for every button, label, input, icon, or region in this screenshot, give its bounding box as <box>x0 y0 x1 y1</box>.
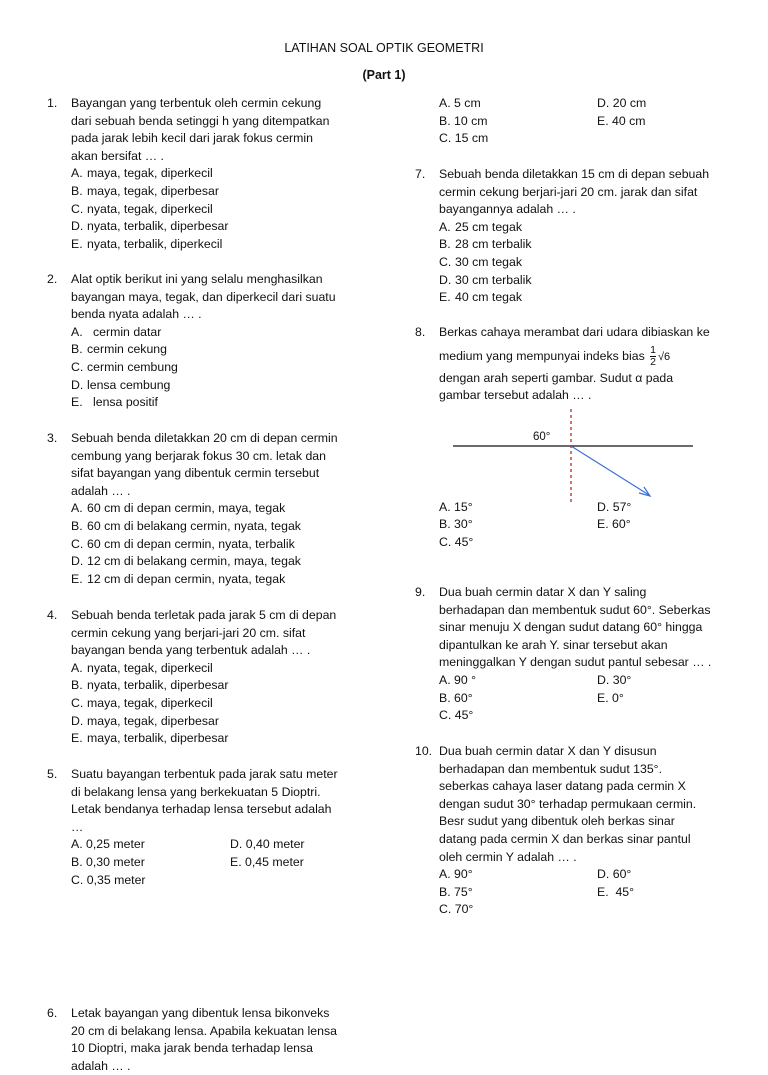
option-letter: C. <box>71 359 84 374</box>
option-letter: E. <box>597 113 609 128</box>
answer-row <box>439 130 739 148</box>
option-text: 60 cm di belakang cermin, nyata, tegak <box>87 518 301 533</box>
option-letter: E. <box>71 731 83 746</box>
answer-option-a[interactable] <box>71 324 336 342</box>
question-number: 2. <box>47 272 58 286</box>
question-text: oleh cermin Y adalah … . <box>439 849 577 864</box>
question-text: datang pada cermin X dan berkas sinar pantul <box>439 831 691 846</box>
option-letter: D. <box>230 837 243 852</box>
question-3 <box>47 430 338 588</box>
answer-option-e[interactable] <box>230 854 304 872</box>
answer-option-b[interactable] <box>439 516 473 534</box>
answer-option-d[interactable] <box>71 553 338 571</box>
option-text: 12 cm di depan cermin, nyata, tegak <box>87 571 286 586</box>
answer-row <box>71 872 371 890</box>
answer-option-d[interactable] <box>71 713 336 731</box>
answer-row <box>439 113 739 131</box>
question-text: … <box>71 819 84 834</box>
question-6 <box>47 1005 337 1075</box>
question-number: 5. <box>47 767 58 781</box>
question-text: 20 cm di belakang lensa. Apabila kekuatan lensa <box>71 1023 337 1038</box>
option-text: 30 cm tegak <box>455 254 522 269</box>
answer-option-c[interactable] <box>71 872 146 890</box>
question-text: Dua buah cermin datar X dan Y disusun <box>439 744 657 758</box>
question-number: 10. <box>415 744 433 758</box>
question-text: cermin cekung yang berjari-jari 20 cm. sifat <box>71 625 306 640</box>
question-text: dipantulkan ke arah Y. sinar tersebut akan <box>439 637 668 652</box>
question-text: Besr sudut yang dibentuk oleh berkas sinar <box>439 814 675 829</box>
option-letter: E. <box>597 690 609 705</box>
answer-option-e[interactable] <box>597 884 634 902</box>
answer-option-a[interactable] <box>439 499 473 517</box>
question-text: adalah … . <box>71 483 131 498</box>
option-letter: A. <box>71 837 83 852</box>
answer-option-c[interactable] <box>439 707 473 725</box>
answer-option-b[interactable] <box>439 236 709 254</box>
answer-option-a[interactable] <box>439 95 481 113</box>
option-letter: E. <box>597 884 609 899</box>
answer-row <box>439 866 739 884</box>
answer-option-b[interactable] <box>71 341 336 359</box>
answer-option-c[interactable] <box>439 254 709 272</box>
option-text: cermin datar <box>93 324 162 339</box>
answer-option-c[interactable] <box>71 359 336 377</box>
option-text: maya, tegak, diperbesar <box>87 713 219 728</box>
option-letter: E. <box>597 517 609 532</box>
question-5 <box>47 766 347 889</box>
option-text: 60 cm di depan cermin, nyata, terbalik <box>87 536 295 551</box>
option-letter: D. <box>597 672 610 687</box>
option-letter: B. <box>439 690 451 705</box>
question-text: benda nyata adalah … . <box>71 307 202 322</box>
option-text: 0,45 meter <box>245 854 304 869</box>
question-number: 8. <box>415 325 426 339</box>
answer-row <box>439 672 739 690</box>
option-text: 28 cm terbalik <box>455 237 532 252</box>
option-letter: B. <box>71 854 83 869</box>
refracted-ray <box>571 446 649 495</box>
option-text: nyata, terbalik, diperkecil <box>87 236 223 251</box>
option-letter: D. <box>597 867 610 882</box>
question-text <box>439 370 739 388</box>
question-text: bayangan benda yang terbentuk adalah … . <box>71 643 311 658</box>
option-text: 57° <box>612 499 632 514</box>
question-7 <box>415 166 710 307</box>
option-letter: E. <box>230 854 242 869</box>
option-text: 0,30 meter <box>86 854 145 869</box>
question-text: Dua buah cermin datar X dan Y saling <box>439 585 647 599</box>
question-text-part: pada <box>642 370 674 385</box>
option-text: 15 cm <box>454 131 489 146</box>
option-letter: A. <box>439 219 451 234</box>
option-text: 0,40 meter <box>245 837 305 852</box>
question-text: seberkas cahaya laser datang pada cermin X <box>439 779 686 794</box>
option-letter: E. <box>71 395 83 410</box>
option-letter: D. <box>597 499 610 514</box>
answer-option-d[interactable] <box>597 866 631 884</box>
option-letter: A. <box>71 166 83 181</box>
answer-option-a[interactable] <box>71 500 338 518</box>
question-text: adalah … . <box>71 1058 131 1073</box>
answer-option-d[interactable] <box>597 499 631 517</box>
option-text: 60° <box>612 517 631 532</box>
answer-option-b[interactable] <box>439 113 488 131</box>
option-text: 70° <box>454 902 474 917</box>
option-text: 30 cm terbalik <box>455 272 532 287</box>
option-text: lensa cembung <box>87 377 171 392</box>
answer-option-d[interactable] <box>597 672 631 690</box>
angle-label: 60° <box>533 430 551 443</box>
option-letter: C. <box>71 695 84 710</box>
fraction <box>650 345 656 368</box>
option-text: 90 ° <box>454 672 477 687</box>
answer-option-b[interactable] <box>439 884 473 902</box>
answer-option-e[interactable] <box>71 394 336 412</box>
option-letter: A. <box>71 324 83 339</box>
answer-option-b[interactable] <box>71 854 145 872</box>
question-number: 1. <box>47 96 58 110</box>
option-text: nyata, tegak, diperkecil <box>87 201 213 216</box>
answer-row <box>71 854 371 872</box>
option-text: maya, tegak, diperkecil <box>87 166 213 181</box>
option-text: 45° <box>612 884 635 899</box>
option-letter: A. <box>439 672 451 687</box>
question-text: berhadapan dan membentuk sudut 60°. Seberkas <box>439 602 711 617</box>
answer-option-e[interactable] <box>597 113 646 131</box>
refraction-diagram <box>453 409 733 499</box>
option-letter: D. <box>71 554 84 569</box>
option-letter: B. <box>439 517 451 532</box>
option-letter: B. <box>439 237 451 252</box>
question-text: di belakang lensa yang berkekuatan 5 Dioptri. <box>71 784 321 799</box>
option-text: nyata, terbalik, diperbesar <box>87 678 229 693</box>
option-letter: B. <box>71 342 83 357</box>
question-text: bayangannya adalah … . <box>439 202 576 217</box>
option-text: 40 cm <box>612 113 646 128</box>
answer-option-a[interactable] <box>439 866 473 884</box>
question-number: 7. <box>415 167 426 181</box>
option-text: 0,35 meter <box>86 872 146 887</box>
answer-option-b[interactable] <box>71 518 338 536</box>
question-text: cembung yang berjarak fokus 30 cm. letak dan <box>71 448 326 463</box>
option-text: cermin cembung <box>87 359 178 374</box>
answer-option-c[interactable] <box>439 901 473 919</box>
fraction-denominator: 2 <box>650 355 656 368</box>
option-letter: C. <box>71 872 84 887</box>
option-letter: A. <box>71 501 83 516</box>
answer-row <box>439 534 739 552</box>
option-letter: D. <box>71 713 84 728</box>
answer-option-a[interactable] <box>71 836 145 854</box>
option-text: 45° <box>454 534 474 549</box>
question-text: Sebuah benda terletak pada jarak 5 cm di depan <box>71 608 337 622</box>
option-letter: C. <box>439 131 452 146</box>
answer-option-c[interactable] <box>71 536 338 554</box>
option-text: 5 cm <box>454 96 481 110</box>
refraction-figure <box>453 409 733 505</box>
option-text: 30° <box>612 672 632 687</box>
question-text: Berkas cahaya merambat dari udara dibiaskan ke <box>439 325 710 339</box>
question-4 <box>47 607 337 748</box>
question-text-part: dengan arah seperti gambar. Sudut <box>439 370 636 385</box>
answer-option-d[interactable] <box>597 95 646 113</box>
question-2 <box>47 271 336 412</box>
answer-option-e[interactable] <box>71 236 329 254</box>
option-text: 20 cm <box>612 96 647 110</box>
question-text: pada jarak lebih kecil dari jarak fokus cermin <box>71 131 313 146</box>
alpha-symbol: α <box>635 370 643 385</box>
option-letter: C. <box>439 902 452 917</box>
question-text: berhadapan dan membentuk sudut 135°. <box>439 761 663 776</box>
question-text: dari sebuah benda setinggi h yang ditempatkan <box>71 113 330 128</box>
option-text: lensa positif <box>93 395 158 410</box>
option-letter: E. <box>439 290 451 305</box>
answer-option-e[interactable] <box>439 289 709 307</box>
answer-option-a[interactable] <box>439 219 709 237</box>
answer-option-c[interactable] <box>71 695 336 713</box>
question-9 <box>415 584 715 725</box>
answer-option-b[interactable] <box>71 183 329 201</box>
answer-option-a[interactable] <box>71 165 329 183</box>
option-letter: D. <box>597 96 610 110</box>
answer-row <box>439 516 739 534</box>
option-text: cermin cekung <box>87 342 167 357</box>
option-text: 60 cm di depan cermin, maya, tegak <box>87 501 286 516</box>
answer-option-d[interactable] <box>71 377 336 395</box>
answer-option-d[interactable] <box>439 272 709 290</box>
question-6-options <box>439 95 739 148</box>
answer-option-d[interactable] <box>71 218 329 236</box>
option-letter: C. <box>439 534 452 549</box>
question-number: 3. <box>47 431 58 445</box>
option-letter: C. <box>439 254 452 269</box>
answer-row <box>71 836 371 854</box>
option-text: 25 cm tegak <box>455 219 522 234</box>
question-text: akan bersifat … . <box>71 148 164 163</box>
question-number: 4. <box>47 608 58 622</box>
option-text: nyata, terbalik, diperbesar <box>87 219 229 234</box>
option-letter: C. <box>71 536 84 551</box>
option-letter: A. <box>439 499 451 514</box>
question-text: gambar tersebut adalah … . <box>439 388 592 403</box>
sqrt-term: √6 <box>658 350 671 363</box>
option-letter: A. <box>439 96 451 110</box>
page-subtitle: (Part 1) <box>362 68 406 82</box>
option-letter: B. <box>71 183 83 198</box>
option-text: 40 cm tegak <box>455 290 522 305</box>
question-number: 9. <box>415 585 426 599</box>
option-text: 12 cm di belakang cermin, maya, tegak <box>87 554 301 569</box>
answer-option-b[interactable] <box>439 690 473 708</box>
fraction-numerator: 1 <box>650 343 656 356</box>
option-letter: E. <box>71 571 83 586</box>
option-text: maya, terbalik, diperbesar <box>87 731 229 746</box>
answer-option-e[interactable] <box>597 690 624 708</box>
question-text: Alat optik berikut ini yang selalu menghasilkan <box>71 272 323 286</box>
answer-option-c[interactable] <box>71 201 329 219</box>
answer-option-e[interactable] <box>71 571 338 589</box>
option-letter: A. <box>439 867 451 882</box>
question-text: Bayangan yang terbentuk oleh cermin cekung <box>71 96 322 110</box>
question-8 <box>415 324 715 552</box>
answer-option-d[interactable] <box>230 836 305 854</box>
option-letter: B. <box>71 678 83 693</box>
answer-row <box>439 707 739 725</box>
answer-option-a[interactable] <box>439 672 476 690</box>
option-letter: A. <box>71 660 83 675</box>
question-text: bayangan maya, tegak, dan diperkecil dari suatu <box>71 289 336 304</box>
option-letter: B. <box>439 113 451 128</box>
question-text: dengan sudut 30° terhadap permukaan cermin. <box>439 796 697 811</box>
question-text <box>439 342 739 370</box>
page-title: LATIHAN SOAL OPTIK GEOMETRI <box>284 41 484 55</box>
answer-option-e[interactable] <box>597 516 631 534</box>
question-text: Letak bayangan yang dibentuk lensa bikonveks <box>71 1006 330 1020</box>
question-text: sinar menuju X dengan sudut datang 60° hingga <box>439 620 703 635</box>
option-text: 10 cm <box>454 113 488 128</box>
option-letter: D. <box>71 219 84 234</box>
question-text: Suatu bayangan terbentuk pada jarak satu meter <box>71 767 338 781</box>
question-text: Letak bendanya terhadap lensa tersebut adalah <box>71 802 332 817</box>
answer-option-c[interactable] <box>439 534 473 552</box>
answer-option-b[interactable] <box>71 677 336 695</box>
option-letter: D. <box>439 272 452 287</box>
option-letter: C. <box>439 708 452 723</box>
question-text: sifat bayangan yang dibentuk cermin tersebut <box>71 466 320 481</box>
answer-row <box>439 95 739 113</box>
option-text: maya, tegak, diperkecil <box>87 695 213 710</box>
option-letter: D. <box>71 377 84 392</box>
option-letter: B. <box>71 518 83 533</box>
option-letter: E. <box>71 236 83 251</box>
option-text: 0° <box>612 690 624 705</box>
option-text: maya, tegak, diperbesar <box>87 183 219 198</box>
option-text: 60° <box>454 690 473 705</box>
answer-option-a[interactable] <box>71 660 336 678</box>
answer-option-c[interactable] <box>439 130 488 148</box>
question-text: meninggalkan Y dengan sudut pantul sebesar … . <box>439 655 712 670</box>
option-text: nyata, tegak, diperkecil <box>87 660 213 675</box>
question-text: Sebuah benda diletakkan 20 cm di depan cermin <box>71 431 338 445</box>
option-text: 60° <box>612 867 632 882</box>
option-text: 45° <box>454 708 474 723</box>
answer-option-e[interactable] <box>71 730 336 748</box>
question-text: cermin cekung berjari-jari 20 cm. jarak dan sifat <box>439 184 698 199</box>
option-text: 30° <box>454 517 473 532</box>
option-text: 75° <box>454 884 473 899</box>
option-text: 90° <box>454 867 473 882</box>
option-text: 15° <box>454 499 473 514</box>
answer-row <box>439 884 739 902</box>
answer-row <box>439 901 739 919</box>
option-letter: C. <box>71 201 84 216</box>
option-letter: B. <box>439 884 451 899</box>
question-10 <box>415 743 715 919</box>
answer-row <box>439 499 739 517</box>
question-1 <box>47 95 330 253</box>
question-text: 10 Dioptri, maka jarak benda terhadap lensa <box>71 1041 313 1056</box>
question-number: 6. <box>47 1006 58 1020</box>
question-text: Sebuah benda diletakkan 15 cm di depan sebuah <box>439 167 710 181</box>
question-text-part: medium yang mempunyai indeks bias <box>439 348 645 363</box>
answer-row <box>439 690 739 708</box>
option-text: 0,25 meter <box>86 837 145 852</box>
